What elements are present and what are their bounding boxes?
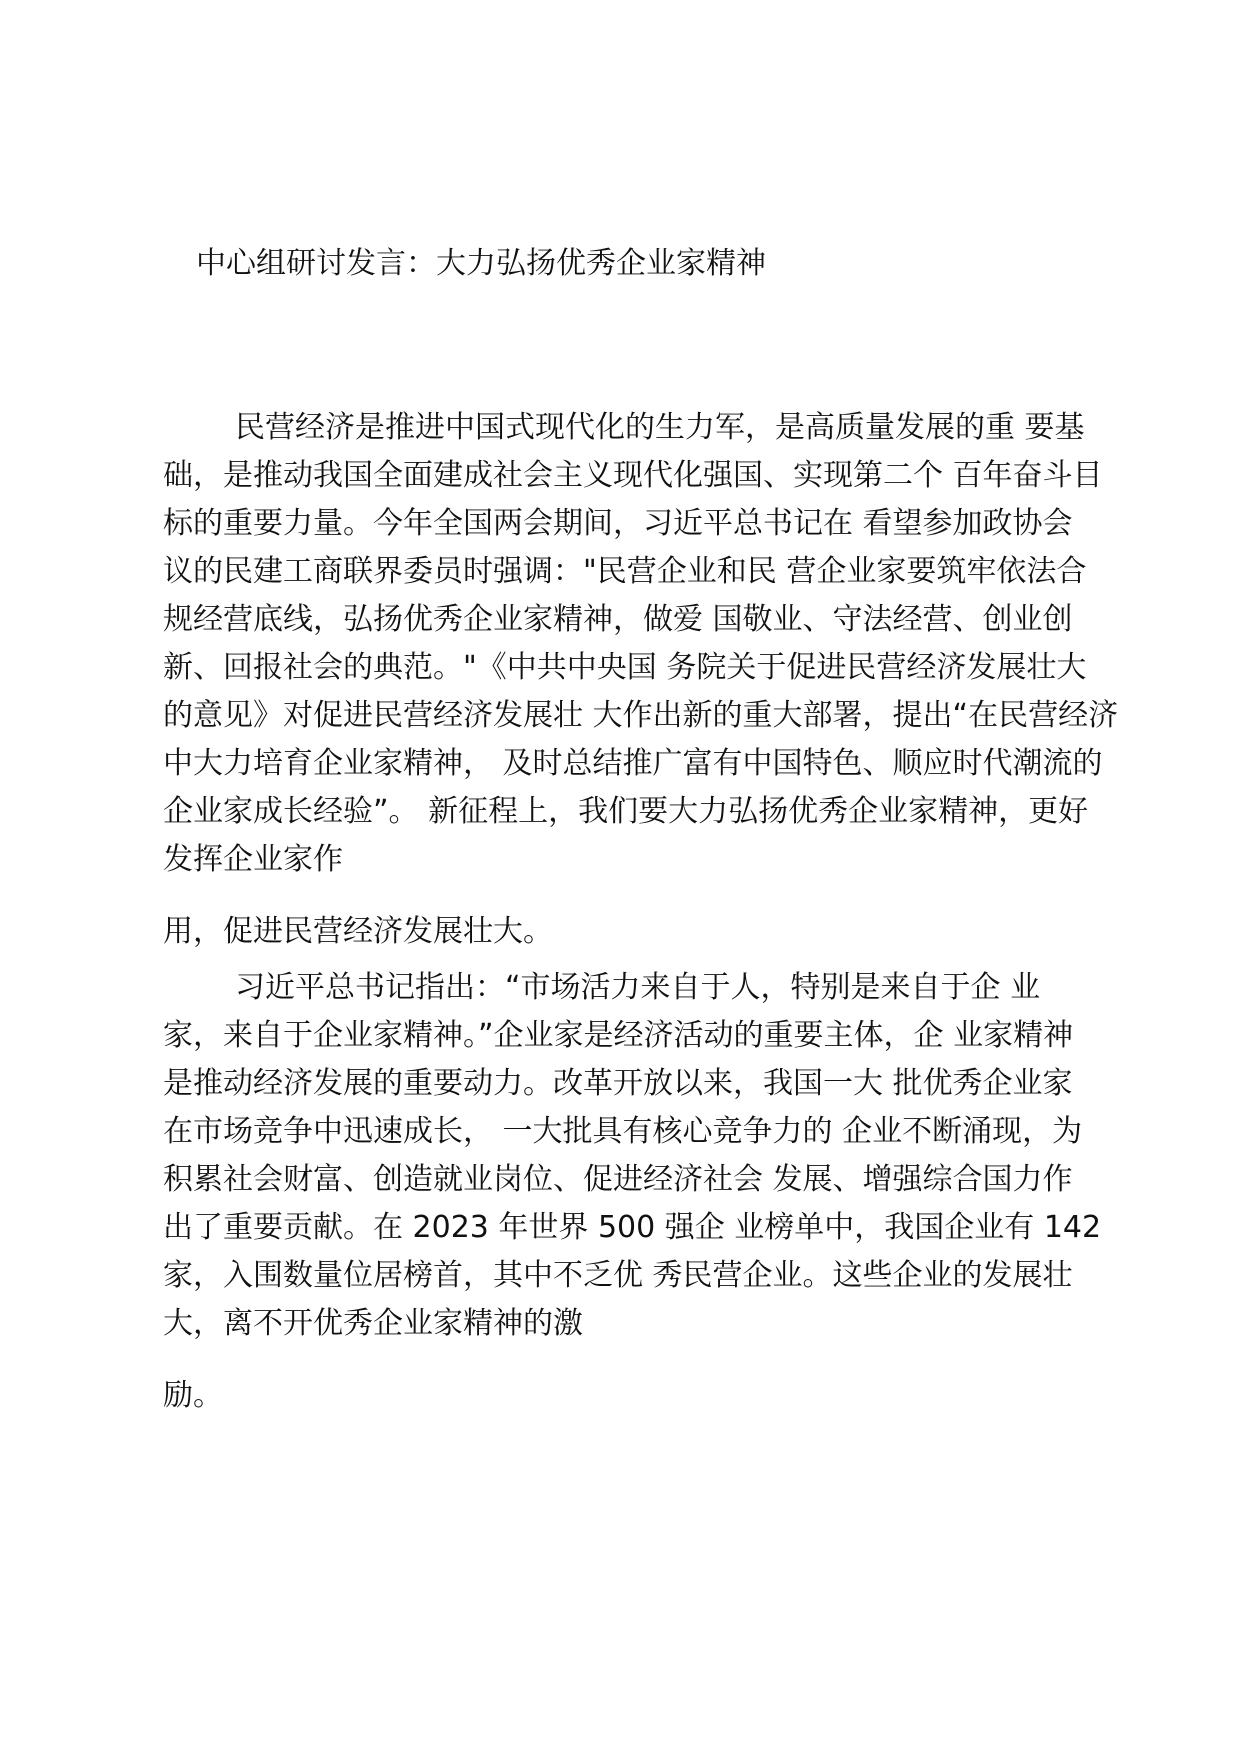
text-line: 在市场竞争中迅速成长， 一大批具有核心竞争力的 企业不断涌现，为	[163, 1114, 1083, 1149]
text-line: 是推动经济发展的重要动力。改革开放以来，我国一大 批优秀企业家	[163, 1066, 1073, 1101]
text-line: 企业家成长经验”。 新征程上，我们要大力弘扬优秀企业家精神，更好	[163, 794, 1089, 829]
text-line: 的意见》对促进民营经济发展壮 大作出新的重大部署，提出“在民营经济	[163, 698, 1119, 733]
text-line: 励。	[163, 1378, 223, 1413]
text-line: 民营经济是推进中国式现代化的生力军，是高质量发展的重 要基	[235, 410, 1085, 445]
paragraph-2-tail	[163, 1372, 1093, 1420]
text-line: 用，促进民营经济发展壮大。	[163, 914, 553, 949]
text-line: 础，是推动我国全面建成社会主义现代化强国、实现第二个 百年奋斗目	[163, 458, 1103, 493]
text-line: 习近平总书记指出：“市场活力来自于人，特别是来自于企 业	[235, 970, 1041, 1005]
text-line: 新、回报社会的典范。"《中共中央国 务院关于促进民营经济发展壮大	[163, 650, 1087, 685]
text-line: 大，离不开优秀企业家精神的激	[163, 1306, 583, 1341]
paragraph-1	[163, 404, 1119, 884]
document-title: 中心组研讨发言：大力弘扬优秀企业家精神	[196, 246, 766, 281]
paragraph-2	[163, 964, 1102, 1348]
text-line: 家，来自于企业家精神。”企业家是经济活动的重要主体，企 业家精神	[163, 1018, 1074, 1053]
paragraph-1-tail	[163, 908, 1093, 956]
text-line: 规经营底线，弘扬优秀企业家精神，做爱 国敬业、守法经营、创业创	[163, 602, 1073, 637]
text-line: 积累社会财富、创造就业岗位、促进经济社会 发展、增强综合国力作	[163, 1162, 1073, 1197]
text-line: 标的重要力量。今年全国两会期间，习近平总书记在 看望参加政协会	[163, 506, 1073, 541]
text-line: 中大力培育企业家精神， 及时总结推广富有中国特色、顺应时代潮流的	[163, 746, 1103, 781]
text-line: 议的民建工商联界委员时强调："民营企业和民 营企业家要筑牢依法合	[163, 554, 1087, 589]
text-line: 出了重要贡献。在 2023 年世界 500 强企 业榜单中，我国企业有 142	[163, 1210, 1102, 1245]
text-line: 发挥企业家作	[163, 842, 343, 877]
text-line: 家，入围数量位居榜首，其中不乏优 秀民营企业。这些企业的发展壮	[163, 1258, 1073, 1293]
